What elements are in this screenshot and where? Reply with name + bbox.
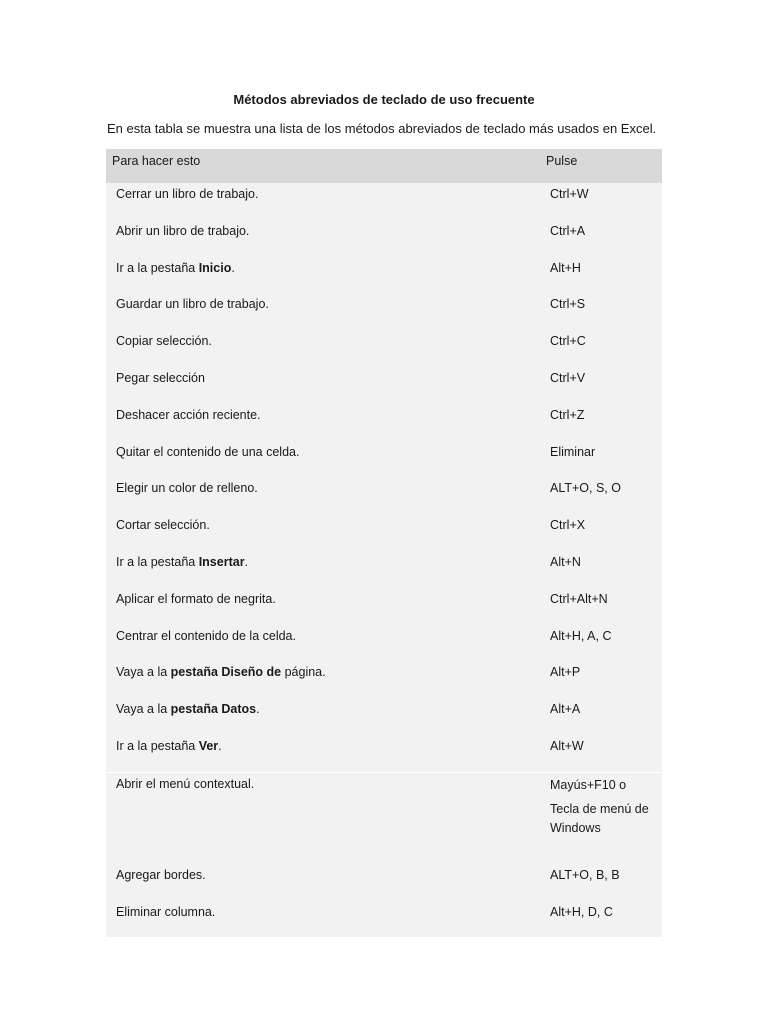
row-action-bold: pestaña Datos	[170, 702, 257, 717]
intro-paragraph: En esta tabla se muestra una lista de los métodos abreviados de teclado más usados en Excel.	[107, 121, 657, 136]
row-keys: Ctrl+S	[550, 297, 586, 312]
header-keys: Pulse	[546, 154, 578, 168]
row-keys: Ctrl+Z	[550, 407, 585, 422]
row-action-text: Vaya a la	[116, 665, 171, 680]
row-keys: ALT+O, S, O	[550, 481, 621, 496]
row-keys-line2: Tecla de menú de Windows	[550, 801, 649, 835]
row-action-text: Ir a la pestaña	[116, 260, 199, 275]
row-action-bold: pestaña Diseño de	[170, 665, 282, 680]
document-title: Métodos abreviados de teclado de uso frecuente	[233, 92, 535, 107]
row-keys: Alt+A	[550, 702, 581, 717]
row-action-text: .	[218, 738, 222, 753]
row-keys: Ctrl+V	[550, 370, 586, 385]
table-row	[106, 514, 662, 551]
row-action	[116, 261, 235, 275]
row-action: Cortar selección.	[116, 518, 210, 533]
row-action: Agregar bordes.	[116, 867, 206, 882]
row-keys	[550, 776, 660, 838]
table-row	[106, 220, 662, 257]
row-keys: Alt+P	[550, 665, 581, 680]
row-action: Cerrar un libro de trabajo.	[116, 187, 259, 201]
table-row	[106, 772, 662, 864]
row-action-text: Ir a la pestaña	[116, 554, 199, 569]
row-action: Abrir un libro de trabajo.	[116, 223, 250, 238]
row-action: Abrir el menú contextual.	[116, 776, 255, 791]
row-action: Centrar el contenido de la celda.	[116, 628, 296, 643]
table-row	[106, 901, 662, 938]
row-action: Aplicar el formato de negrita.	[116, 591, 276, 606]
table-row	[106, 864, 662, 901]
row-keys: Ctrl+C	[550, 334, 586, 349]
row-keys: Ctrl+Alt+N	[550, 591, 608, 606]
row-action-bold: Inicio	[198, 260, 232, 275]
row-action: Quitar el contenido de una celda.	[116, 444, 300, 459]
row-action: Copiar selección.	[116, 334, 212, 349]
table-row	[106, 441, 662, 478]
row-action: Guardar un libro de trabajo.	[116, 297, 269, 312]
table-row	[106, 551, 662, 588]
row-action-text: .	[244, 554, 249, 569]
row-action-text: .	[231, 260, 235, 275]
row-keys: Alt+H	[550, 260, 581, 275]
row-keys: Alt+N	[550, 554, 581, 569]
row-action	[116, 665, 326, 679]
row-keys: Ctrl+W	[550, 187, 589, 201]
row-action-text: .	[256, 702, 260, 717]
row-action	[116, 555, 248, 569]
row-keys: Alt+H, A, C	[550, 628, 612, 643]
shortcuts-table	[106, 149, 662, 937]
row-action-bold: Insertar	[198, 554, 245, 569]
row-keys: ALT+O, B, B	[550, 867, 620, 882]
row-keys: Ctrl+X	[550, 518, 586, 533]
table-row	[106, 367, 662, 404]
row-keys: Eliminar	[550, 444, 596, 459]
row-keys: Alt+W	[550, 738, 584, 753]
table-row	[106, 257, 662, 294]
row-action-text: Vaya a la	[116, 702, 171, 717]
row-keys: Ctrl+A	[550, 223, 586, 238]
table-header	[106, 149, 662, 183]
row-action-bold: Ver	[198, 738, 219, 753]
table-row	[106, 735, 662, 772]
row-action-text: Ir a la pestaña	[116, 738, 199, 753]
table-row	[106, 625, 662, 662]
row-action	[116, 739, 222, 753]
table-row	[106, 293, 662, 330]
row-keys-line1: Mayús+F10 o	[550, 777, 627, 792]
table-row	[106, 477, 662, 514]
row-action: Pegar selección	[116, 370, 205, 385]
row-action	[116, 702, 260, 716]
table-row	[106, 183, 662, 220]
table-row	[106, 588, 662, 625]
row-action: Elegir un color de relleno.	[116, 481, 258, 496]
table-row	[106, 698, 662, 735]
row-action: Eliminar columna.	[116, 904, 216, 919]
table-row	[106, 404, 662, 441]
table-row	[106, 661, 662, 698]
row-action: Deshacer acción reciente.	[116, 407, 261, 422]
row-action-text: página.	[281, 665, 326, 680]
row-keys: Alt+H, D, C	[550, 904, 613, 919]
header-action: Para hacer esto	[112, 154, 201, 168]
table-row	[106, 330, 662, 367]
